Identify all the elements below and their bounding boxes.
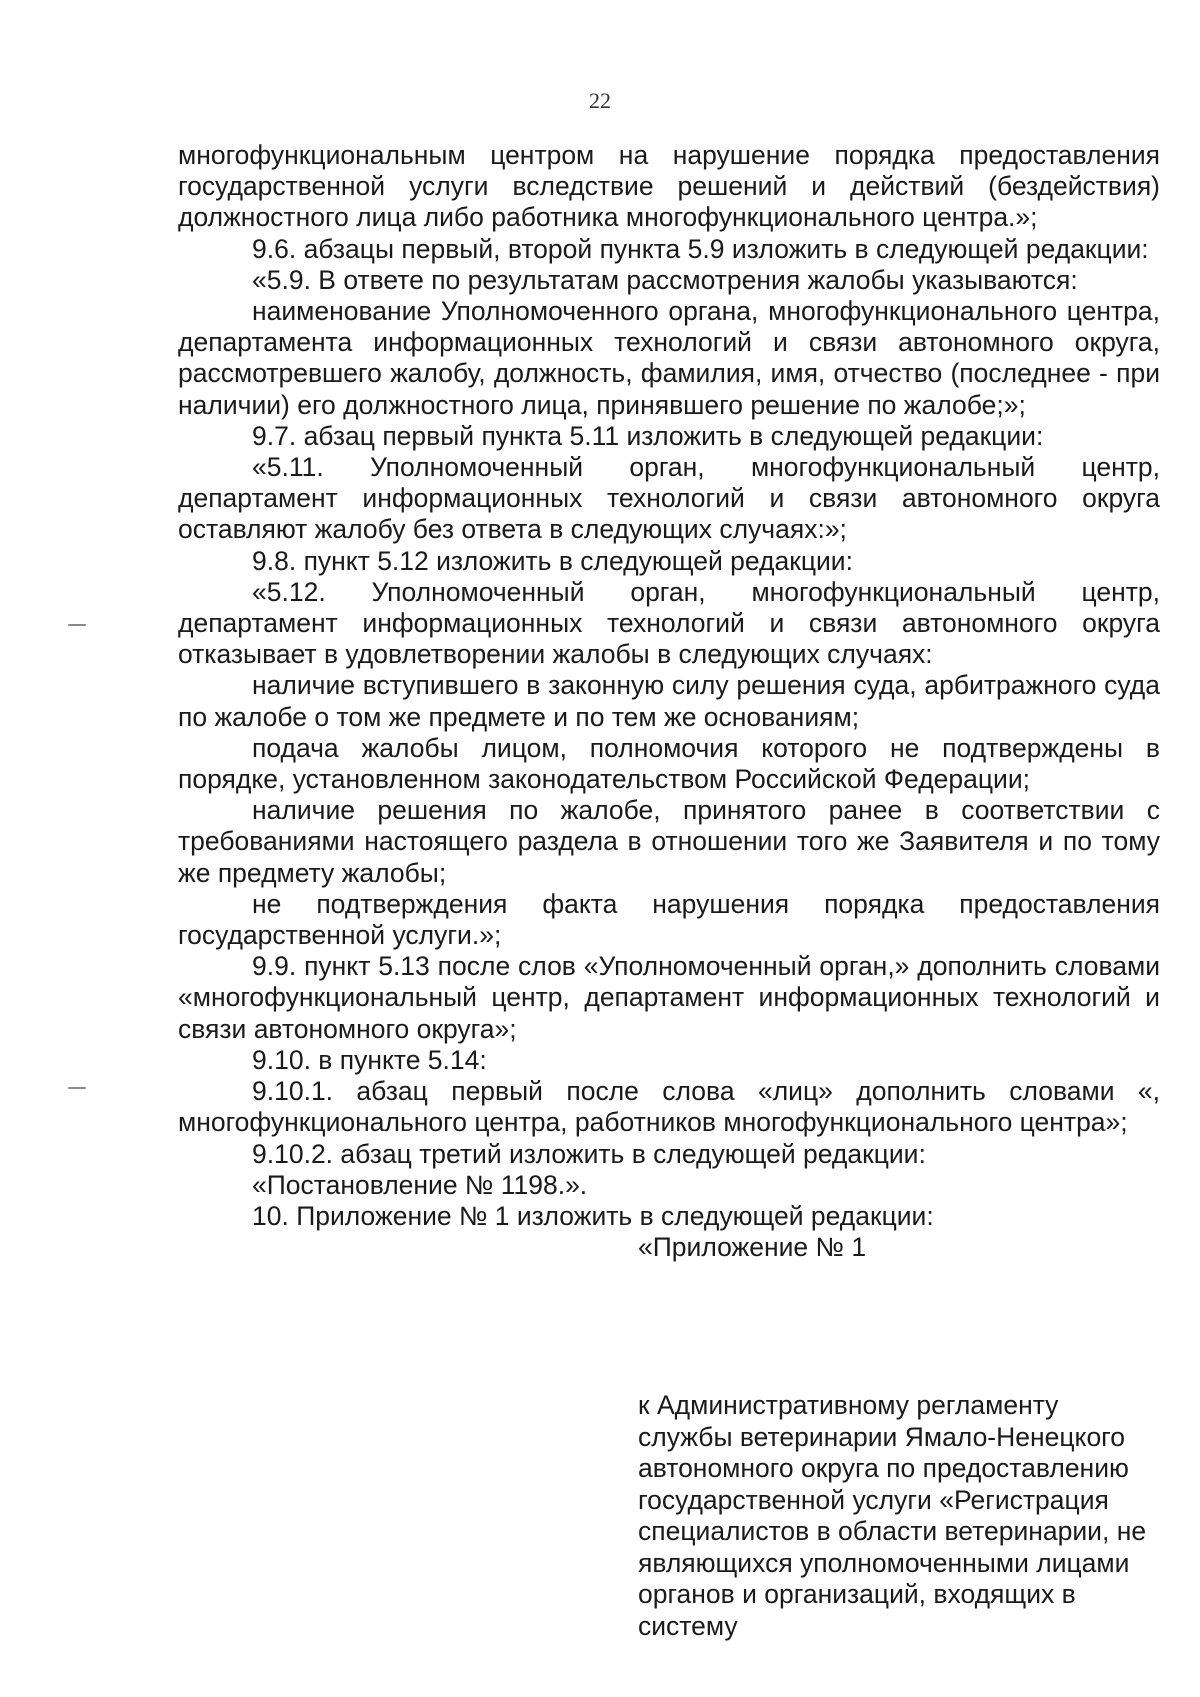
- paragraph: 9.10.1. абзац первый после слова «лиц» дополнить словами «, многофункционального центра, работников многофункционального центра»;: [178, 1076, 1160, 1138]
- paragraph: многофункциональным центром на нарушение порядка предоставления государственной услуги вследствие решений и действий (бездействия) должностного лица либо работника многофункционального центра.»;: [178, 140, 1160, 233]
- appendix-note-text: к Административному регламенту службы ветеринарии Ямало-Ненецкого автономного округа по предоставлению государственной услуги «Регистрация специалистов в области ветеринарии, не являющихся уполномоченными лицами органов и организаций, входящих в систему: [638, 1390, 1147, 1641]
- paragraph: «5.9. В ответе по результатам рассмотрения жалобы указываются:: [252, 264, 1078, 295]
- paragraph: 9.10. в пункте 5.14:: [252, 1044, 487, 1075]
- paragraph: наименование Уполномоченного органа, многофункционального центра, департамента информационных технологий и связи автономного округа, рассмотревшего жалобу, должность, фамилия, имя, отчество (последнее - при наличии) его должностного лица, принявшего решение по жалобе;»;: [178, 296, 1160, 420]
- paragraph: наличие вступившего в законную силу решения суда, арбитражного суда по жалобе о том же предмете и по тем же основаниям;: [178, 670, 1160, 732]
- paragraph: не подтверждения факта нарушения порядка предоставления государственной услуги.»;: [178, 888, 1160, 951]
- paragraph: 9.10.2. абзац третий изложить в следующей редакции:: [252, 1138, 926, 1169]
- paragraph: «Постановление № 1198.».: [252, 1169, 588, 1200]
- margin-scan-mark: [68, 1087, 86, 1089]
- appendix-heading: «Приложение № 1: [638, 1232, 867, 1263]
- paragraph: «5.12. Уполномоченный орган, многофункциональный центр, департамент информационных технологий и связи автономного округа отказывает в удовлетворении жалобы в следующих случаях:: [178, 576, 1160, 670]
- paragraph: 9.9. пункт 5.13 после слов «Уполномоченный орган,» дополнить словами «многофункциональный центр, департамент информационных технологий и связи автономного округа»;: [178, 951, 1160, 1044]
- paragraph: 9.6. абзацы первый, второй пункта 5.9 изложить в следующей редакции:: [252, 233, 1149, 264]
- paragraph: «5.11. Уполномоченный орган, многофункциональный центр, департамент информационных технологий и связи автономного округа оставляют жалобу без ответа в следующих случаях:»;: [178, 452, 1160, 545]
- paragraph: 9.8. пункт 5.12 изложить в следующей редакции:: [252, 545, 853, 576]
- paragraph: 9.7. абзац первый пункта 5.11 изложить в следующей редакции:: [252, 420, 1044, 451]
- document-body: [178, 140, 1160, 1263]
- appendix-note: [638, 1390, 1158, 1642]
- paragraph: наличие решения по жалобе, принятого ранее в соответствии с требованиями настоящего раздела в отношении того же Заявителя и по тому же предмету жалобы;: [178, 795, 1160, 888]
- paragraph: 10. Приложение № 1 изложить в следующей редакции:: [252, 1200, 934, 1231]
- page-number: 22: [589, 88, 611, 113]
- margin-scan-mark: [68, 624, 86, 626]
- paragraph: подача жалобы лицом, полномочия которого не подтверждены в порядке, установленном законодательством Российской Федерации;: [178, 732, 1160, 795]
